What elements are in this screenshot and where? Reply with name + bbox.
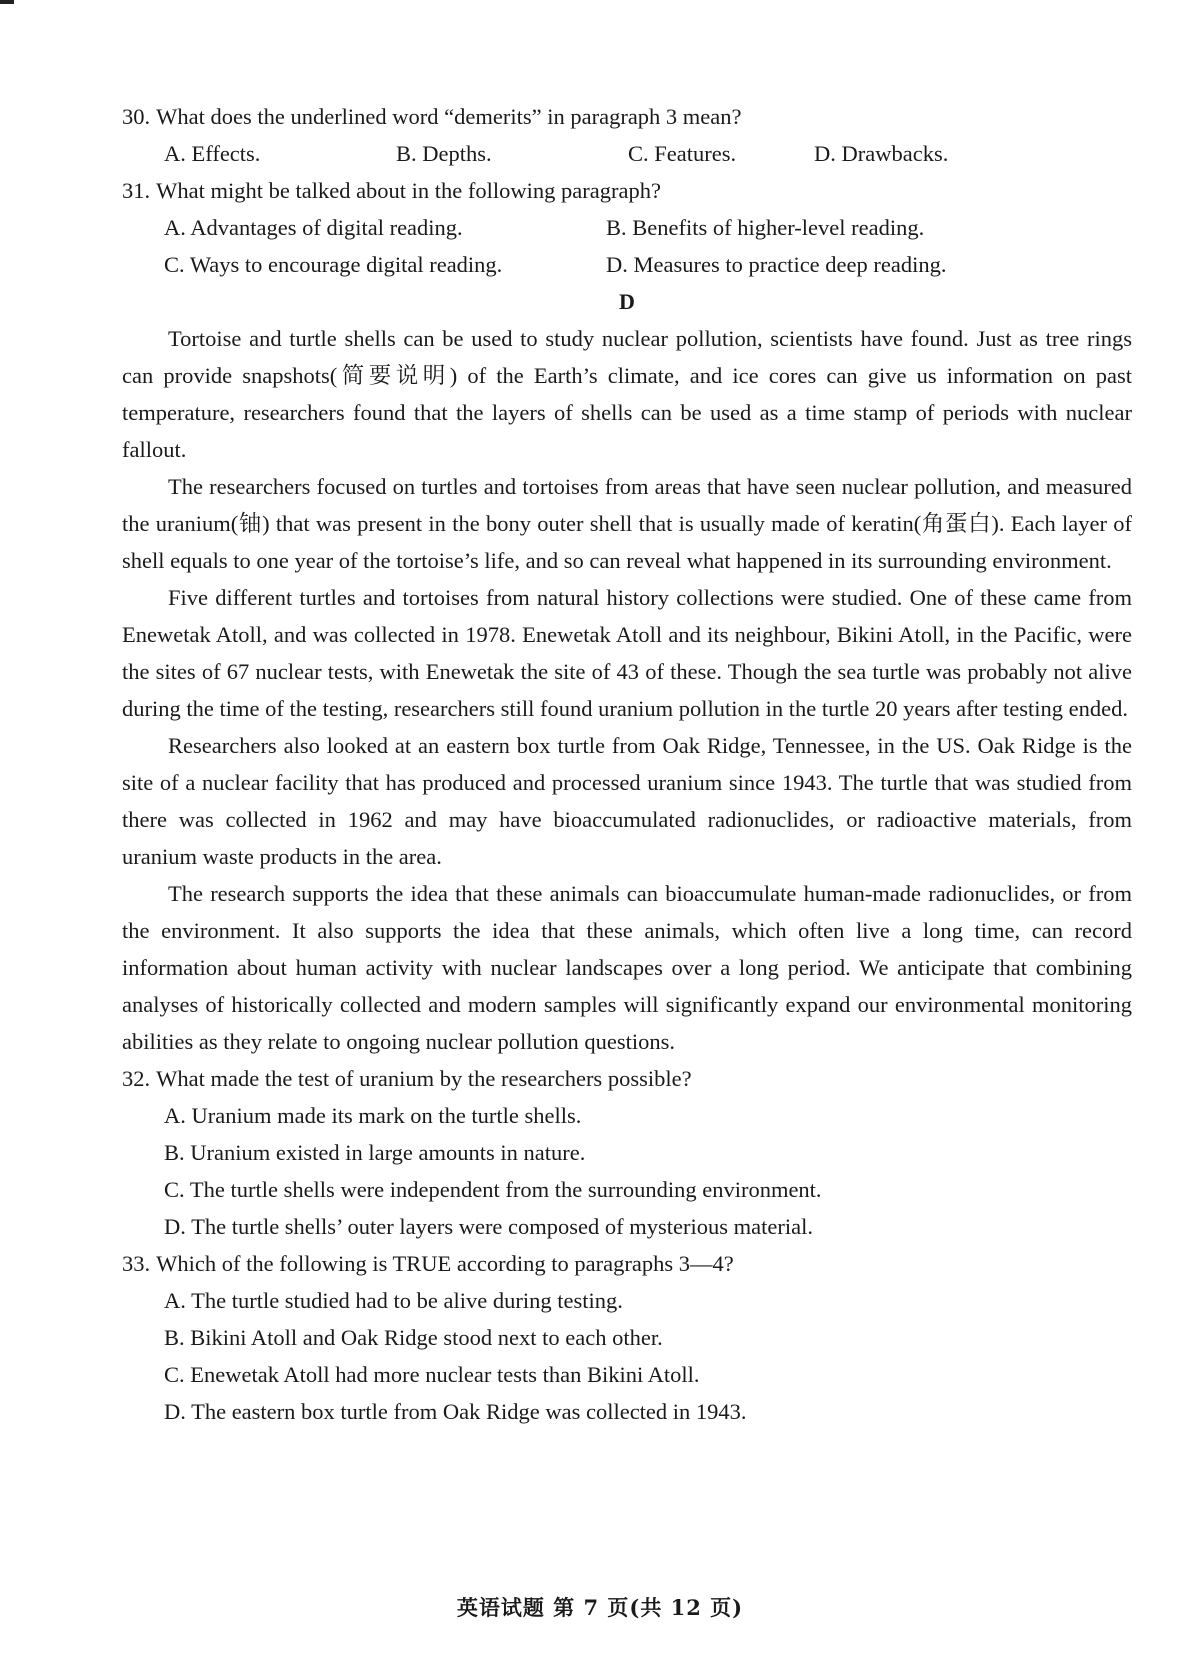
- section-heading: D: [619, 289, 635, 314]
- option-d: D. The turtle shells’ outer layers were composed of mysterious material.: [164, 1214, 813, 1239]
- question-text: What might be talked about in the following paragraph?: [156, 178, 661, 203]
- options-row: [122, 209, 1132, 246]
- question-stem: [122, 172, 1132, 209]
- option-d: D. The eastern box turtle from Oak Ridge was collected in 1943.: [164, 1399, 747, 1424]
- option-b: B. Depths.: [396, 141, 492, 166]
- option-a: A. Effects.: [164, 141, 261, 166]
- option-b: B. Uranium existed in large amounts in nature.: [164, 1140, 586, 1165]
- option-d: D. Measures to practice deep reading.: [606, 252, 947, 277]
- question-number: 31.: [122, 178, 151, 203]
- page-footer: 英语试题 第 7 页(共 12 页): [456, 1595, 744, 1620]
- question-text: What does the underlined word “demerits” in paragraph 3 mean?: [156, 104, 742, 129]
- option-c: C. The turtle shells were independent from the surrounding environment.: [164, 1177, 822, 1202]
- question-32: [122, 1060, 1132, 1245]
- question-33: [122, 1245, 1132, 1430]
- option-c: C. Features.: [628, 141, 737, 166]
- question-number: 30.: [122, 104, 151, 129]
- question-number: 32.: [122, 1066, 151, 1091]
- question-stem: [122, 1245, 1132, 1282]
- scan-corner-mark: [0, 0, 14, 4]
- options-row: [122, 246, 1132, 283]
- question-stem: [122, 98, 1132, 135]
- passage-paragraph-5: The research supports the idea that these animals can bioaccumulate human-made radionuclides, or from the environment. It also supports the idea that these animals, which often live a long time, can record information about human activity with nuclear landscapes over a long period. We anticipate that combining analyses of historically collected and modern samples will significantly expand our environmental monitoring abilities as they relate to ongoing nuclear pollution questions.: [122, 881, 1132, 1054]
- passage-paragraph-3: Five different turtles and tortoises from natural history collections were studied. One of these came from Enewetak Atoll, and was collected in 1978. Enewetak Atoll and its neighbour, Bikini Atoll, in the Pacific, were the sites of 67 nuclear tests, with Enewetak the site of 43 of these. Though the sea turtle was probably not alive during the time of the testing, researchers still found uranium pollution in the turtle 20 years after testing ended.: [122, 585, 1132, 721]
- option-d: D. Drawbacks.: [814, 141, 949, 166]
- option-a: A. The turtle studied had to be alive during testing.: [164, 1288, 623, 1313]
- page-content: [122, 98, 1132, 1430]
- option-a: A. Advantages of digital reading.: [164, 215, 463, 240]
- option-b: B. Benefits of higher-level reading.: [606, 215, 925, 240]
- question-stem: [122, 1060, 1132, 1097]
- options-row: [122, 135, 1132, 172]
- question-text: What made the test of uranium by the researchers possible?: [156, 1066, 692, 1091]
- passage-paragraph-1: Tortoise and turtle shells can be used to study nuclear pollution, scientists have found. Just as tree rings can provide snapshots(简要说明) of the Earth’s climate, and ice cores can give us information on past temperature, researchers found that the layers of shells can be used as a time stamp of periods with nuclear fallout.: [122, 326, 1132, 462]
- option-c: C. Ways to encourage digital reading.: [164, 252, 503, 277]
- question-30: [122, 98, 1132, 172]
- passage-paragraph-4: Researchers also looked at an eastern box turtle from Oak Ridge, Tennessee, in the US. Oak Ridge is the site of a nuclear facility that has produced and processed uranium since 1943. The turtle that was studied from there was collected in 1962 and may have bioaccumulated radionuclides, or radioactive materials, from uranium waste products in the area.: [122, 733, 1132, 869]
- passage-paragraph-2: The researchers focused on turtles and tortoises from areas that have seen nuclear pollution, and measured the uranium(铀) that was present in the bony outer shell that is usually made of keratin(角蛋白). Each layer of shell equals to one year of the tortoise’s life, and so can reveal what happened in its surrounding environment.: [122, 474, 1132, 573]
- question-number: 33.: [122, 1251, 151, 1276]
- question-text: Which of the following is TRUE according to paragraphs 3—4?: [156, 1251, 734, 1276]
- question-31: [122, 172, 1132, 283]
- option-c: C. Enewetak Atoll had more nuclear tests than Bikini Atoll.: [164, 1362, 700, 1387]
- option-b: B. Bikini Atoll and Oak Ridge stood next to each other.: [164, 1325, 663, 1350]
- option-a: A. Uranium made its mark on the turtle shells.: [164, 1103, 582, 1128]
